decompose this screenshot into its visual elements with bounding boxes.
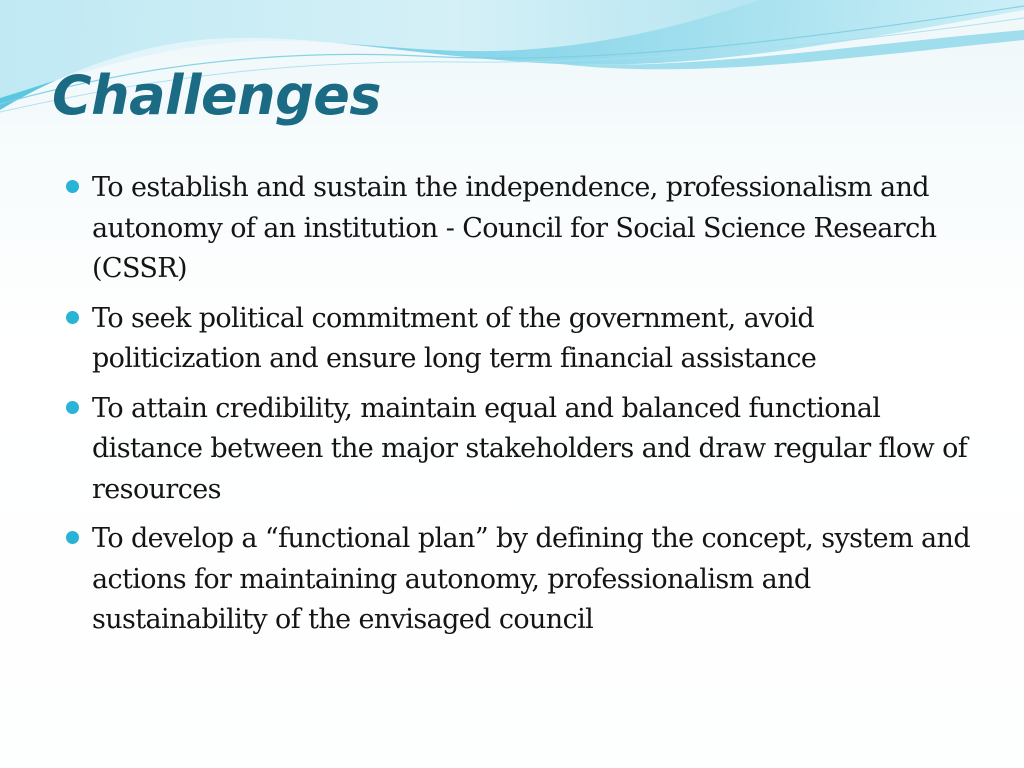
bullet-dot-icon	[66, 311, 79, 324]
bullet-text: To attain credibility, maintain equal and balanced functional distance between the major stakeholders and draw regular flow of resources	[92, 392, 968, 505]
bullet-dot-icon	[66, 180, 79, 193]
bullet-list	[66, 168, 986, 650]
bullet-dot-icon	[66, 401, 79, 414]
bullet-item	[66, 168, 986, 290]
bullet-item	[66, 389, 986, 511]
bullet-text: To establish and sustain the independence, professionalism and autonomy of an institution - Council for Social Science Research (CSSR)	[92, 172, 937, 284]
bullet-text: To develop a “functional plan” by defining the concept, system and actions for maintaining autonomy, professionalism and sustainability of the envisaged council	[92, 523, 971, 635]
bullet-item	[66, 299, 986, 380]
bullet-text: To seek political commitment of the government, avoid politicization and ensure long term financial assistance	[92, 302, 817, 374]
slide-title: Challenges	[52, 64, 382, 127]
bullet-item	[66, 519, 986, 641]
bullet-dot-icon	[66, 531, 79, 544]
